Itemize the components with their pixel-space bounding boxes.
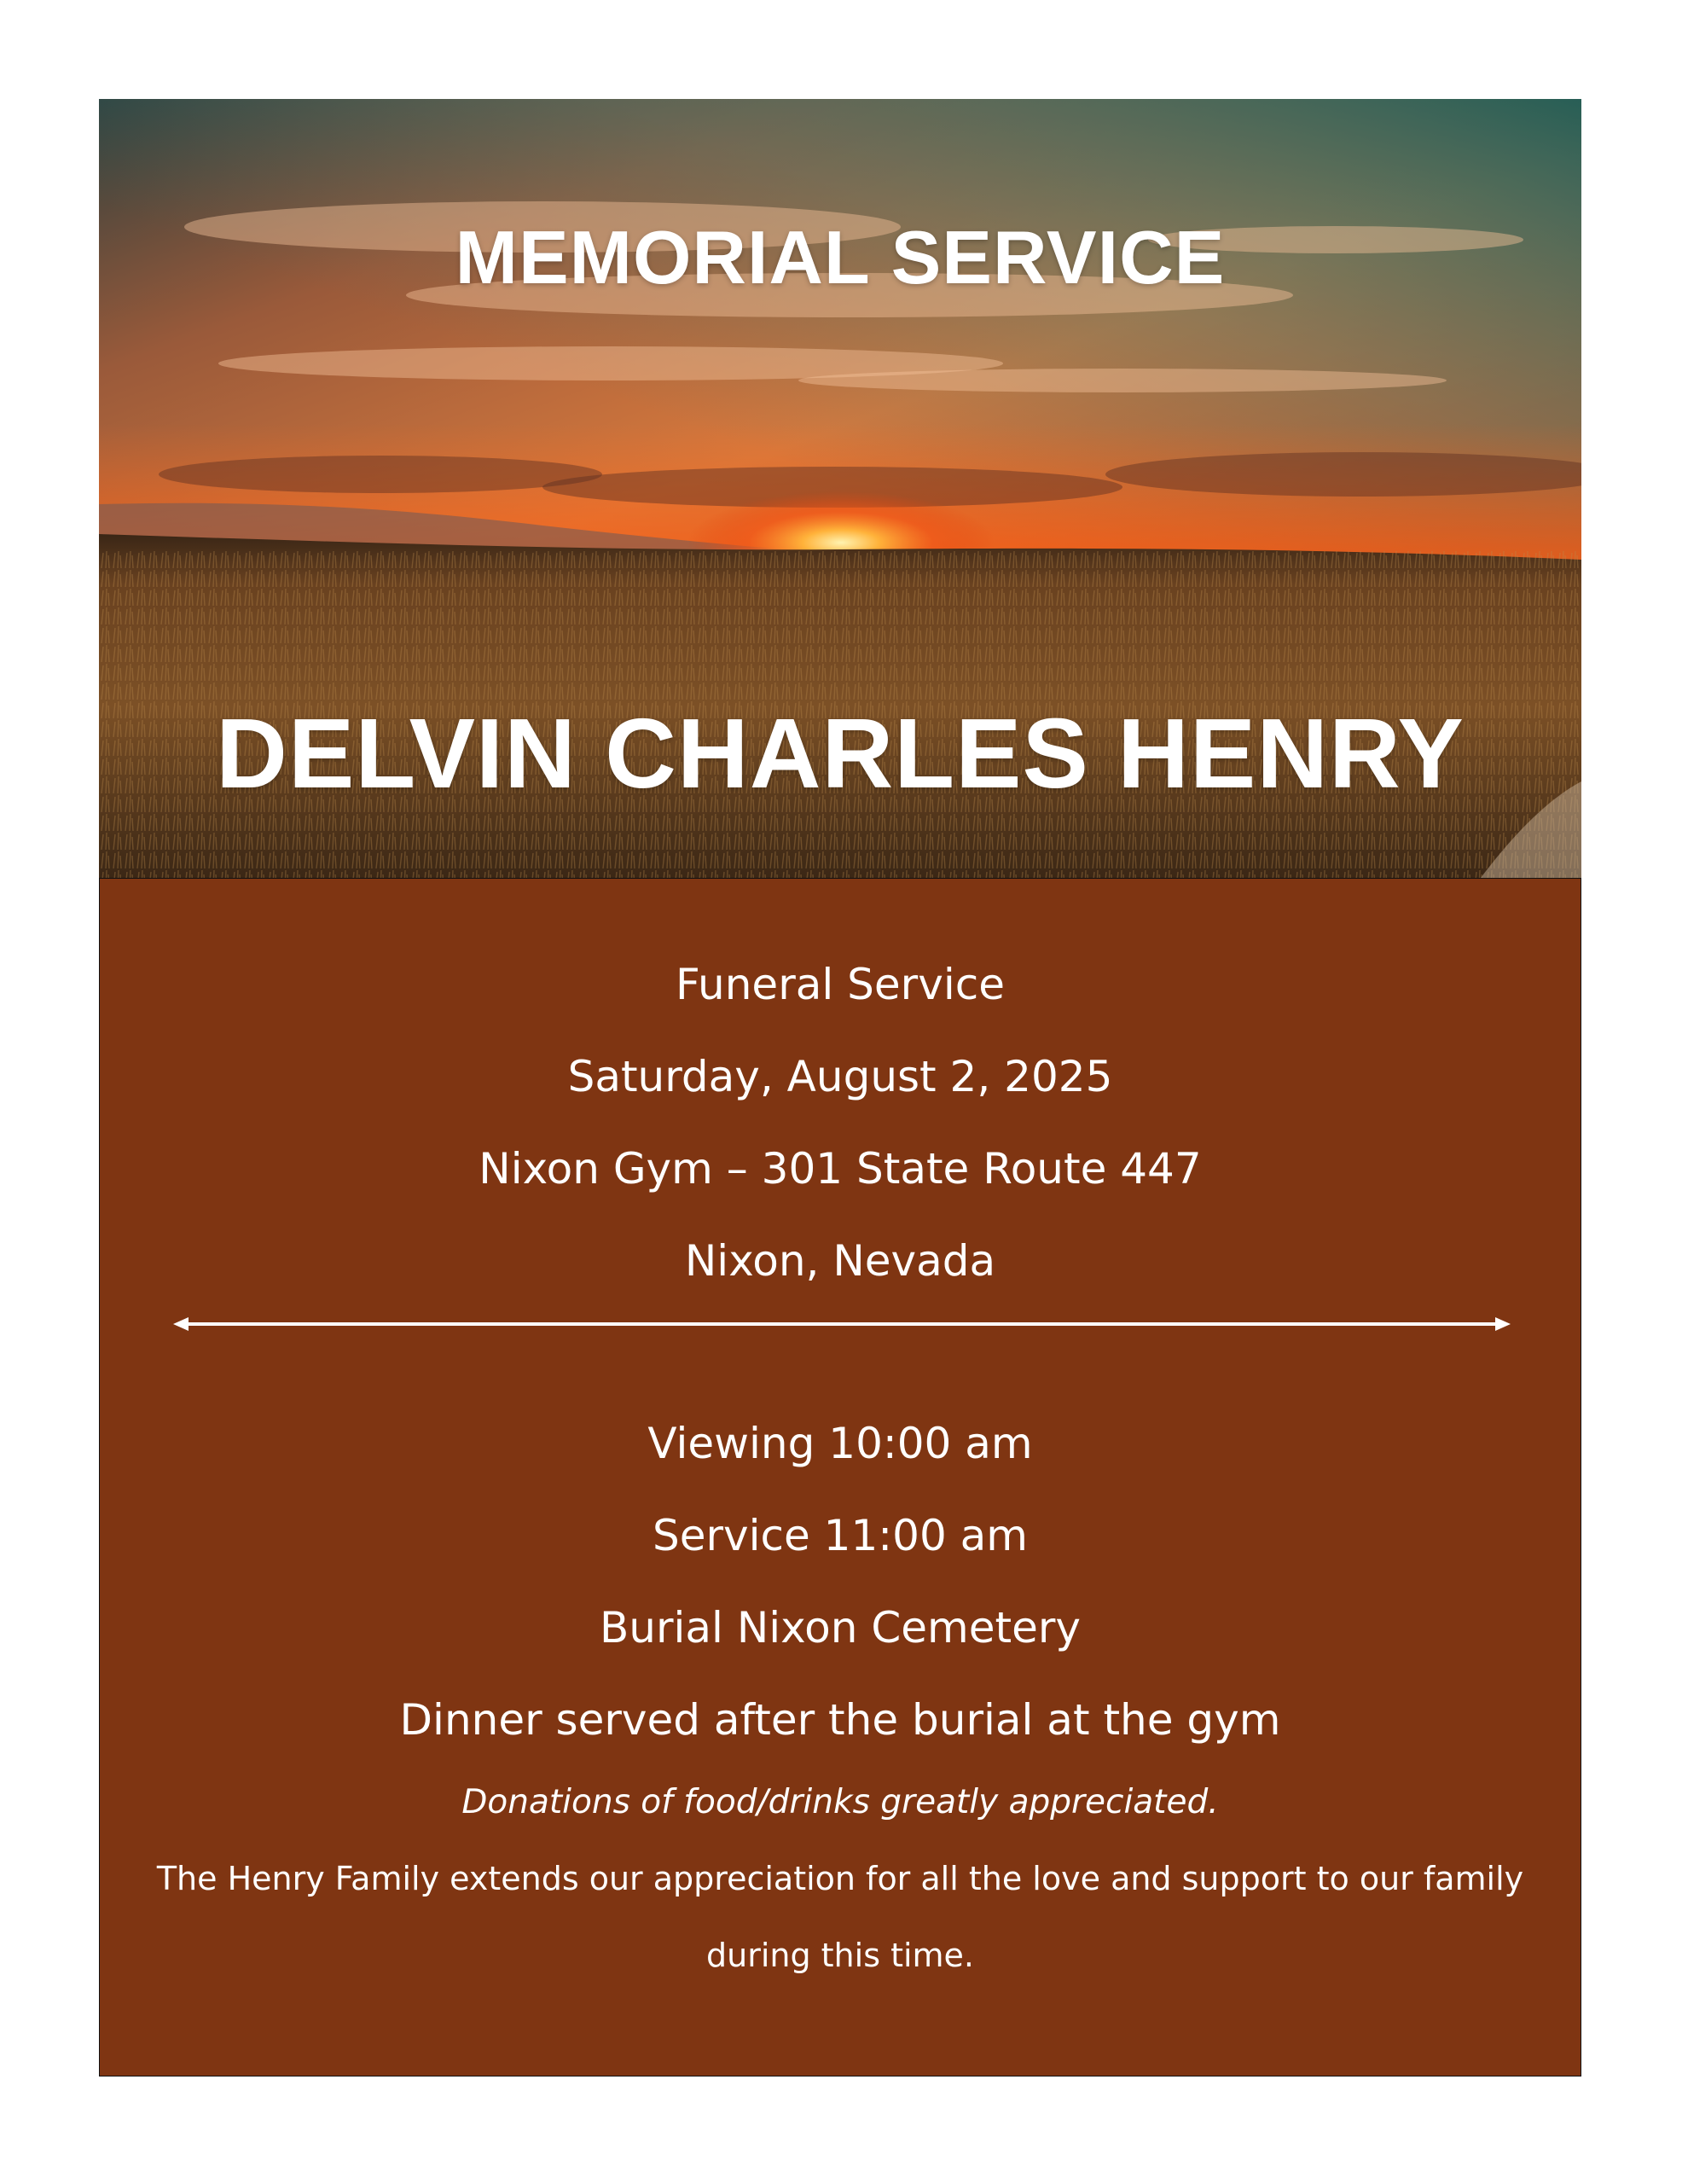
- double-arrow-divider-icon: [173, 1316, 1511, 1333]
- service-time: Service 11:00 am: [652, 1511, 1028, 1560]
- memorial-flyer: [99, 99, 1581, 2077]
- event-title: Funeral Service: [676, 960, 1005, 1009]
- memorial-heading: MEMORIAL SERVICE: [455, 215, 1226, 299]
- donations-note: Donations of food/drinks greatly appreciated.: [461, 1783, 1219, 1821]
- deceased-name: DELVIN CHARLES HENRY: [216, 698, 1465, 809]
- thanks-line-2: during this time.: [705, 1937, 975, 1974]
- burial-location: Burial Nixon Cemetery: [599, 1603, 1082, 1653]
- thanks-line-1: The Henry Family extends our appreciation for all the love and support to our family: [156, 1860, 1524, 1897]
- service-details-panel: [99, 878, 1581, 2077]
- dinner-note: Dinner served after the burial at the gym: [399, 1695, 1281, 1745]
- hero-photo: [99, 99, 1581, 878]
- viewing-time: Viewing 10:00 am: [647, 1419, 1033, 1468]
- event-city: Nixon, Nevada: [684, 1236, 996, 1286]
- event-venue: Nixon Gym – 301 State Route 447: [479, 1144, 1202, 1194]
- event-date: Saturday, August 2, 2025: [567, 1052, 1113, 1101]
